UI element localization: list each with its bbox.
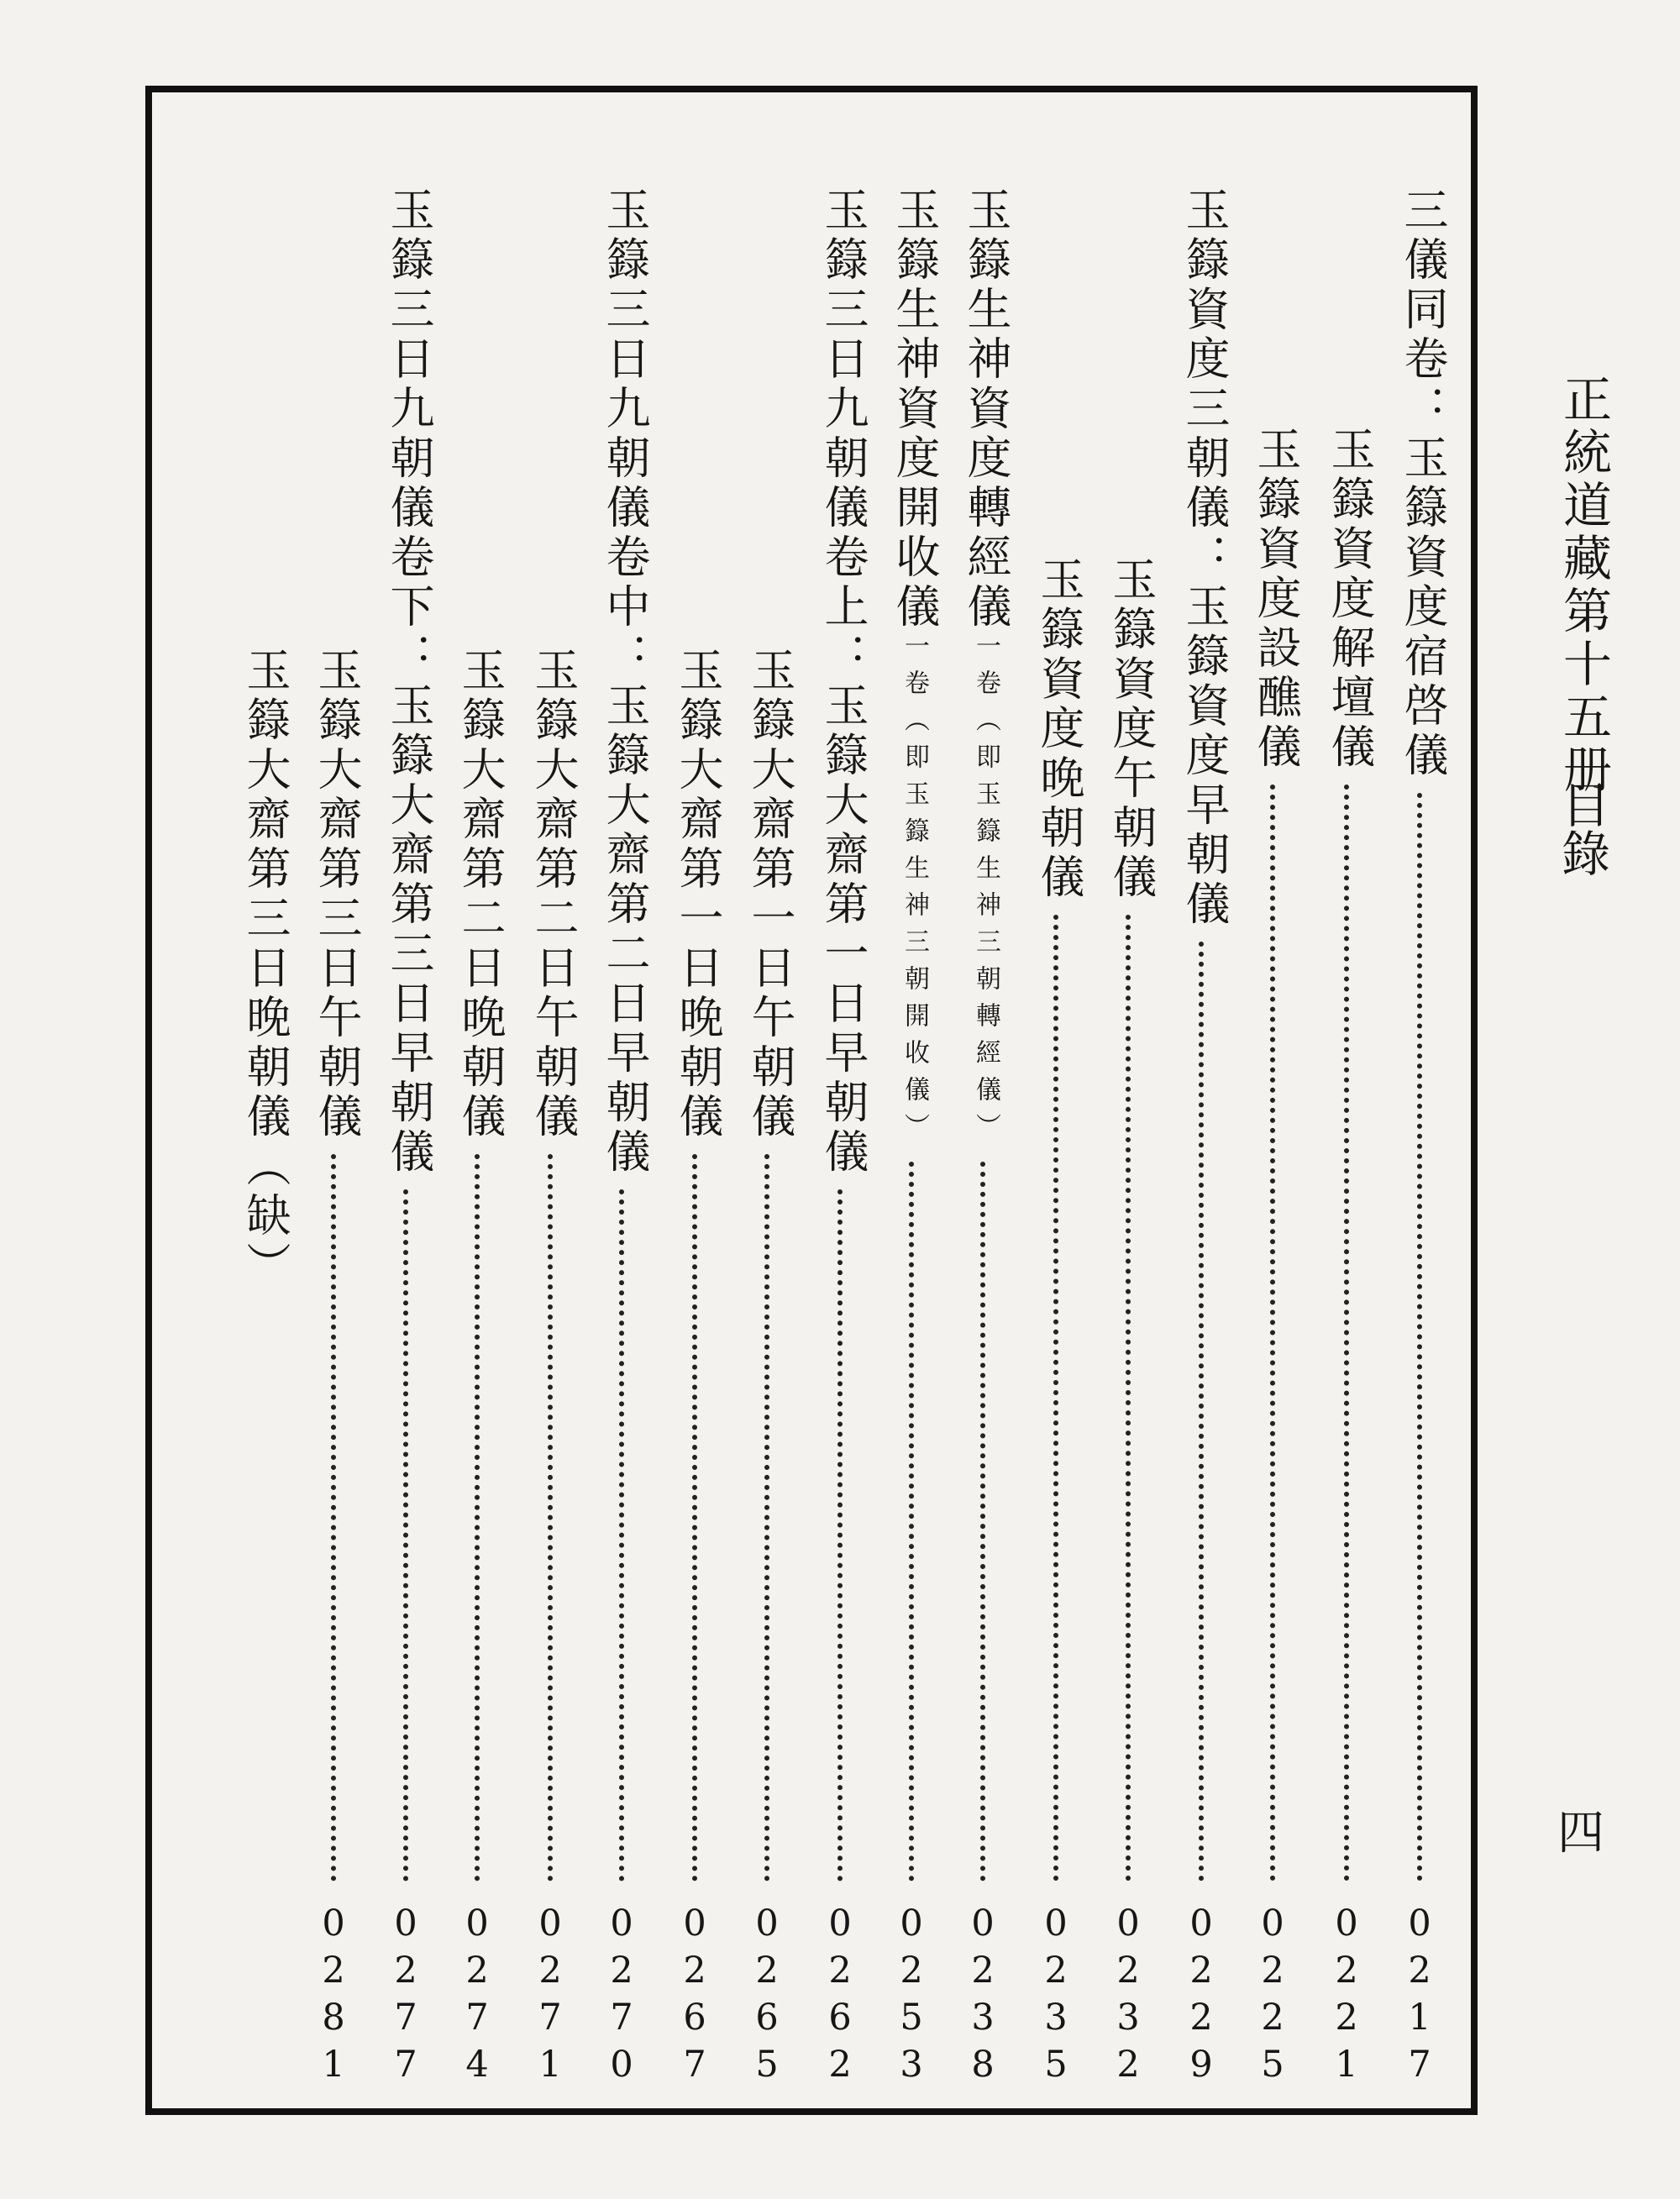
toc-entry-title-text: 玉籙三日九朝儀卷上：玉籙大齋第一日早朝儀 bbox=[817, 186, 869, 1178]
toc-entry-title-text: 玉籙大齋第三日午朝儀 bbox=[311, 647, 362, 1142]
toc-entry-title bbox=[672, 647, 723, 1142]
toc-entry-page bbox=[1106, 1900, 1150, 2088]
toc-entry-page bbox=[1179, 1900, 1223, 2088]
page-digit: 0 bbox=[610, 2044, 633, 2086]
toc-entry bbox=[669, 186, 723, 1959]
toc-entry-title-text: 玉籙資度晚朝儀 bbox=[1033, 556, 1084, 903]
page-digit: 2 bbox=[1116, 2044, 1140, 2086]
page-digit: 8 bbox=[971, 2044, 995, 2086]
page-digit: 2 bbox=[900, 1950, 923, 1992]
section-title: 目錄 bbox=[1553, 779, 1610, 877]
page-digit: 2 bbox=[1116, 1950, 1140, 1992]
page-digit: 2 bbox=[322, 1950, 345, 1992]
toc-entry-title bbox=[1250, 426, 1301, 773]
leader-dots bbox=[619, 1189, 624, 1881]
leader-dots bbox=[980, 1162, 985, 1881]
page-digit: 2 bbox=[683, 1950, 706, 1992]
page-digit: 4 bbox=[465, 2044, 489, 2086]
page-digit: 2 bbox=[828, 2044, 852, 2086]
toc-entry-title-text: 玉籙生神資度轉經儀 bbox=[960, 186, 1011, 632]
leader-dots bbox=[764, 1154, 769, 1881]
page-digit: 0 bbox=[394, 1902, 417, 1944]
page-digit: 0 bbox=[465, 1902, 489, 1944]
page-digit: 6 bbox=[683, 1997, 706, 2039]
page-digit: 9 bbox=[1189, 2044, 1213, 2086]
page-digit: 7 bbox=[610, 1997, 633, 2039]
page-digit: 8 bbox=[322, 1997, 345, 2039]
page-number: 四 bbox=[1557, 1806, 1604, 1860]
leader-dots bbox=[1199, 942, 1204, 1881]
page-digit: 1 bbox=[538, 2044, 562, 2086]
page-digit: 1 bbox=[1408, 1997, 1431, 2039]
page-digit: 0 bbox=[1116, 1902, 1140, 1944]
toc-entry-title-text: 玉籙大齋第二日午朝儀 bbox=[528, 647, 579, 1142]
page-digit: 2 bbox=[1408, 1950, 1431, 1992]
toc-entry bbox=[1176, 186, 1230, 1959]
toc-entry bbox=[308, 186, 362, 1959]
page-digit: 2 bbox=[1261, 1997, 1284, 2039]
toc-entry bbox=[958, 186, 1011, 1959]
toc-entry bbox=[525, 186, 579, 1959]
toc-entry-note: 一卷（即玉籙生神三朝轉經儀） bbox=[971, 632, 1000, 1150]
page-digit: 0 bbox=[1189, 1902, 1213, 1944]
toc-entry-title bbox=[1105, 556, 1157, 903]
toc-entry-title-text: 玉籙資度三朝儀：玉籙資度早朝儀 bbox=[1179, 186, 1230, 930]
toc-entry-page bbox=[528, 1900, 572, 2088]
page-digit: 7 bbox=[683, 2044, 706, 2086]
toc-entry-page bbox=[455, 1900, 499, 2088]
toc-entry bbox=[742, 186, 795, 1959]
toc-entry bbox=[1031, 186, 1084, 1959]
toc-entry-title bbox=[889, 186, 940, 1150]
page-digit: 2 bbox=[1189, 1997, 1213, 2039]
page-digit: 7 bbox=[465, 1997, 489, 2039]
toc-entry-title bbox=[1179, 186, 1230, 930]
toc-entry-title-text: 玉籙生神資度開收儀 bbox=[889, 186, 940, 632]
leader-dots bbox=[403, 1189, 408, 1881]
page-digit: 2 bbox=[610, 1950, 633, 1992]
toc-entry-title-text: 玉籙資度午朝儀 bbox=[1105, 556, 1157, 903]
toc-entry-page bbox=[384, 1900, 428, 2088]
toc-entry-page bbox=[1325, 1900, 1368, 2088]
toc-entry bbox=[452, 186, 506, 1959]
toc-entry-title bbox=[311, 647, 362, 1142]
page-digit: 0 bbox=[1408, 1902, 1431, 1944]
page-digit: 2 bbox=[1044, 1950, 1068, 1992]
page-digit: 0 bbox=[538, 1902, 562, 1944]
toc-entry bbox=[237, 186, 291, 1959]
page-digit: 7 bbox=[394, 1997, 417, 2039]
toc-entry-title bbox=[239, 647, 291, 1291]
leader-dots bbox=[1126, 915, 1131, 1881]
toc-entry-page bbox=[745, 1900, 789, 2088]
page-digit: 5 bbox=[900, 1997, 923, 2039]
page-digit: 2 bbox=[394, 1950, 417, 1992]
page-digit: 3 bbox=[900, 2044, 923, 2086]
toc-entry-title-text: 玉籙大齋第一日晚朝儀 bbox=[672, 647, 723, 1142]
leader-dots bbox=[331, 1154, 336, 1881]
page-digit: 2 bbox=[1261, 1950, 1284, 1992]
page-digit: 7 bbox=[1408, 2044, 1431, 2086]
toc-entry-page bbox=[600, 1900, 643, 2088]
toc-entry-title bbox=[1033, 556, 1084, 903]
leader-dots bbox=[475, 1154, 480, 1881]
page-digit: 3 bbox=[1116, 1997, 1140, 2039]
toc-entry-page bbox=[1251, 1900, 1294, 2088]
page-digit: 3 bbox=[1044, 1997, 1068, 2039]
leader-dots bbox=[548, 1154, 553, 1881]
toc-entry bbox=[815, 186, 869, 1959]
page-digit: 5 bbox=[1261, 2044, 1284, 2086]
page-digit: 0 bbox=[971, 1902, 995, 1944]
toc-entry-page bbox=[1034, 1900, 1078, 2088]
toc-entry-title bbox=[528, 647, 579, 1142]
toc-entry bbox=[886, 186, 940, 1959]
leader-dots bbox=[837, 1189, 843, 1881]
page-digit: 0 bbox=[1261, 1902, 1284, 1944]
page-digit: 2 bbox=[1335, 1997, 1358, 2039]
toc-entry bbox=[596, 186, 650, 1959]
toc-entry bbox=[1394, 186, 1448, 1959]
toc-entry-title-text: 玉籙大齋第二日晚朝儀 bbox=[454, 647, 506, 1142]
page-digit: 2 bbox=[755, 1950, 779, 1992]
toc-entry-title bbox=[454, 647, 506, 1142]
page-digit: 1 bbox=[322, 2044, 345, 2086]
page-digit: 0 bbox=[610, 1902, 633, 1944]
toc-entry-title-text: 三儀同卷：玉籙資度宿啓儀 bbox=[1397, 186, 1448, 781]
toc-entry-title bbox=[744, 647, 795, 1142]
page-digit: 2 bbox=[828, 1950, 852, 1992]
page-digit: 6 bbox=[828, 1997, 852, 2039]
leader-dots bbox=[1344, 785, 1349, 1881]
page-digit: 0 bbox=[1335, 1902, 1358, 1944]
toc-entry-page bbox=[818, 1900, 862, 2088]
toc-entry-page bbox=[312, 1900, 355, 2088]
page-digit: 1 bbox=[1335, 2044, 1358, 2086]
page-digit: 0 bbox=[755, 1902, 779, 1944]
toc-entry-title bbox=[960, 186, 1011, 1150]
toc-entry bbox=[1321, 186, 1375, 1959]
page-digit: 0 bbox=[900, 1902, 923, 1944]
leader-dots bbox=[909, 1162, 914, 1881]
toc-entry-title-text: 玉籙三日九朝儀卷中：玉籙大齋第二日早朝儀 bbox=[599, 186, 650, 1178]
toc-entry-title-text: 玉籙大齋第一日午朝儀 bbox=[744, 647, 795, 1142]
toc-entry bbox=[1247, 186, 1301, 1959]
page-digit: 5 bbox=[755, 2044, 779, 2086]
toc-entry bbox=[381, 186, 434, 1959]
toc-entry-note: 一卷（即玉籙生神三朝開收儀） bbox=[900, 632, 929, 1150]
toc-entry-title-text: 玉籙三日九朝儀卷下：玉籙大齋第三日早朝儀 bbox=[383, 186, 434, 1178]
leader-dots bbox=[692, 1154, 697, 1881]
toc-entry-title bbox=[1324, 426, 1375, 773]
toc-entry-page bbox=[673, 1900, 717, 2088]
toc-entry-page bbox=[1398, 1900, 1441, 2088]
leader-dots bbox=[1053, 915, 1058, 1881]
toc-entry-page bbox=[961, 1900, 1005, 2088]
page-digit: 6 bbox=[755, 1997, 779, 2039]
page-digit: 7 bbox=[394, 2044, 417, 2086]
page-digit: 2 bbox=[538, 1950, 562, 1992]
toc-entry-title-text: 玉籙資度設醮儀 bbox=[1250, 426, 1301, 773]
book-title: 正統道藏第十五册 bbox=[1555, 374, 1612, 797]
toc-entry-title bbox=[1397, 186, 1448, 781]
leader-dots bbox=[1270, 785, 1275, 1881]
page-digit: 3 bbox=[971, 1997, 995, 2039]
page-digit: 0 bbox=[1044, 1902, 1068, 1944]
page-digit: 2 bbox=[1335, 1950, 1358, 1992]
toc-entry-page bbox=[890, 1900, 933, 2088]
leader-dots bbox=[1417, 793, 1422, 1881]
page-digit: 5 bbox=[1044, 2044, 1068, 2086]
toc-entry-title-text: 玉籙大齋第三日晚朝儀（缺） bbox=[239, 647, 291, 1291]
page-digit: 2 bbox=[465, 1950, 489, 1992]
toc-entry-title bbox=[599, 186, 650, 1178]
toc-entry-title-text: 玉籙資度解壇儀 bbox=[1324, 426, 1375, 773]
toc-entry-title bbox=[817, 186, 869, 1178]
toc-entry-title bbox=[383, 186, 434, 1178]
toc-entry bbox=[1103, 186, 1157, 1959]
page-digit: 0 bbox=[828, 1902, 852, 1944]
page-digit: 0 bbox=[683, 1902, 706, 1944]
page-digit: 0 bbox=[322, 1902, 345, 1944]
page-digit: 2 bbox=[971, 1950, 995, 1992]
page-digit: 2 bbox=[1189, 1950, 1213, 1992]
page-digit: 7 bbox=[538, 1997, 562, 2039]
